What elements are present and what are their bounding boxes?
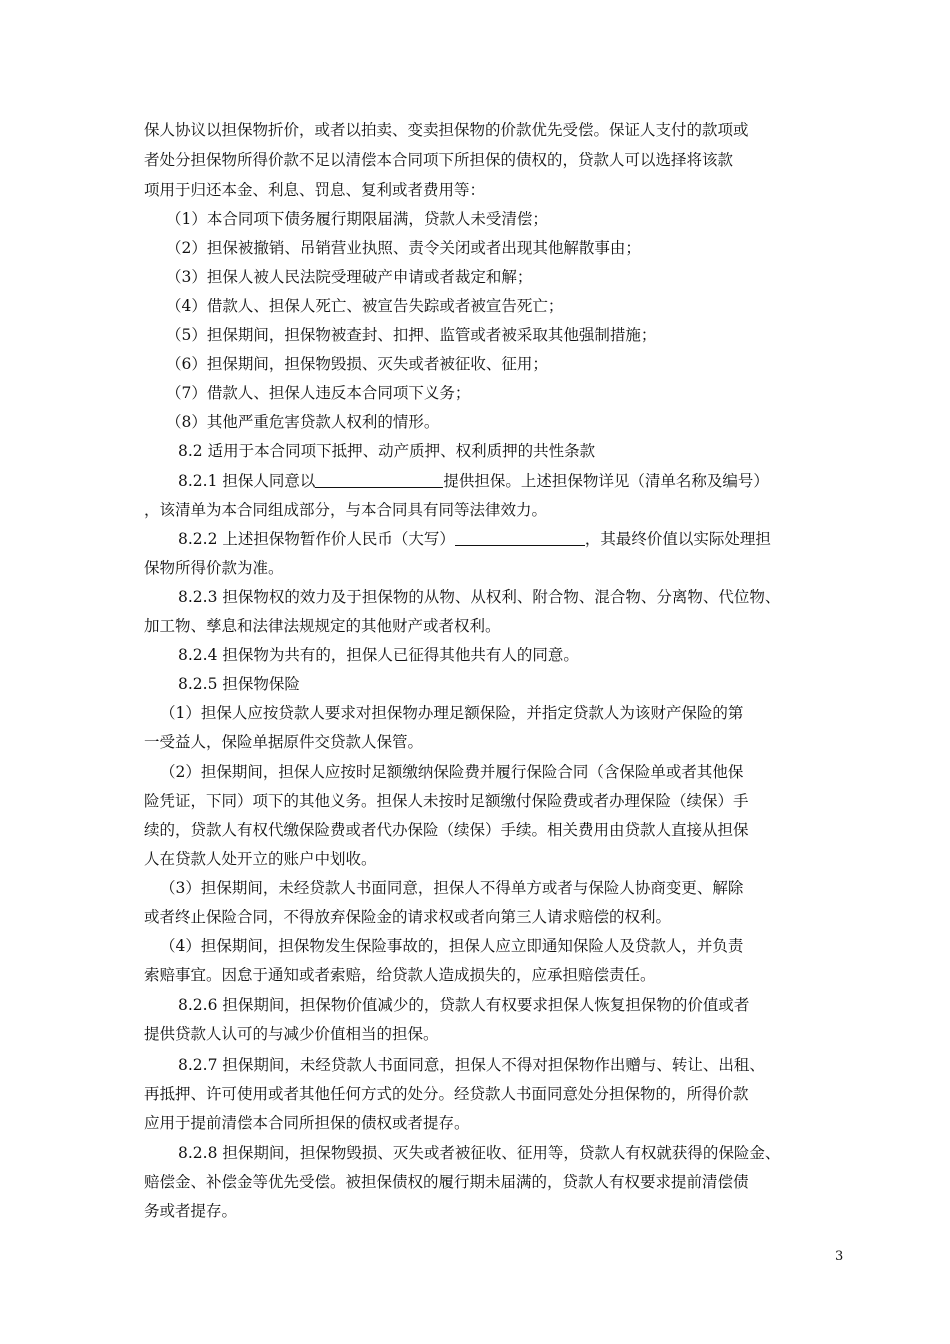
text-line: 8.2.8 担保期间，担保物毁损、灭失或者被征收、征用等，贷款人有权就获得的保险金、 xyxy=(178,1144,781,1162)
text-segment: 提供担保。上述担保物详见（清单名称及编号） xyxy=(443,472,769,490)
text-line: （3）担保期间，未经贷款人书面同意，担保人不得单方或者与保险人协商变更、解除 xyxy=(160,879,744,897)
text-line: 人在贷款人处开立的账户中划收。 xyxy=(144,850,377,868)
text-line: 者处分担保物所得价款不足以清偿本合同项下所担保的债权的，贷款人可以选择将该款 xyxy=(144,151,734,169)
text-line: 保人协议以担保物折价，或者以拍卖、变卖担保物的价款优先受偿。保证人支付的款项或 xyxy=(144,121,749,139)
fill-in-blank[interactable] xyxy=(315,471,443,488)
fill-in-blank[interactable] xyxy=(455,529,585,546)
text-line: 8.2.3 担保物权的效力及于担保物的从物、从权利、附合物、混合物、分离物、代位物、 xyxy=(178,588,781,606)
text-line: 再抵押、许可使用或者其他任何方式的处分。经贷款人书面同意处分担保物的，所得价款 xyxy=(144,1085,749,1103)
text-line: 续的，贷款人有权代缴保险费或者代办保险（续保）手续。相关费用由贷款人直接从担保 xyxy=(144,821,749,839)
list-item: （6）担保期间，担保物毁损、灭失或者被征收、征用； xyxy=(166,355,548,373)
section-heading: 8.2.5 担保物保险 xyxy=(178,675,300,693)
text-segment: 8.2.2 上述担保物暂作价人民币（大写） xyxy=(178,530,455,548)
text-segment: ，其最终价值以实际处理担 xyxy=(584,530,771,548)
section-heading: 8.2 适用于本合同项下抵押、动产质押、权利质押的共性条款 xyxy=(178,442,596,460)
text-line: 一受益人，保险单据原件交贷款人保管。 xyxy=(144,733,424,751)
text-line: （4）担保期间，担保物发生保险事故的，担保人应立即通知保险人及贷款人，并负责 xyxy=(160,937,744,955)
list-item: （3）担保人被人民法院受理破产申请或者裁定和解； xyxy=(166,268,533,286)
list-item: （2）担保被撤销、吊销营业执照、责令关闭或者出现其他解散事由； xyxy=(166,239,641,257)
list-item: （5）担保期间，担保物被查封、扣押、监管或者被采取其他强制措施； xyxy=(166,326,657,344)
list-item: （8）其他严重危害贷款人权利的情形。 xyxy=(166,413,440,431)
text-line: 应用于提前清偿本合同所担保的债权或者提存。 xyxy=(144,1114,470,1132)
text-line: 赔偿金、补偿金等优先受偿。被担保债权的履行期未届满的，贷款人有权要求提前清偿债 xyxy=(144,1173,749,1191)
text-line: 提供贷款人认可的与减少价值相当的担保。 xyxy=(144,1025,439,1043)
list-item: （1）本合同项下债务履行期限届满，贷款人未受清偿； xyxy=(166,210,548,228)
text-line: 加工物、孳息和法律法规规定的其他财产或者权利。 xyxy=(144,617,501,635)
list-item: （4）借款人、担保人死亡、被宣告失踪或者被宣告死亡； xyxy=(166,297,564,315)
text-line: （2）担保期间，担保人应按时足额缴纳保险费并履行保险合同（含保险单或者其他保 xyxy=(160,763,744,781)
text-line xyxy=(178,529,771,549)
text-line: 或者终止保险合同，不得放弃保险金的请求权或者向第三人请求赔偿的权利。 xyxy=(144,908,672,926)
text-line: 项用于归还本金、利息、罚息、复利或者费用等： xyxy=(144,181,486,199)
text-line: 险凭证，下同）项下的其他义务。担保人未按时足额缴付保险费或者办理保险（续保）手 xyxy=(144,792,749,810)
text-segment: 8.2.1 担保人同意以 xyxy=(178,472,316,490)
text-line: 8.2.7 担保期间，未经贷款人书面同意，担保人不得对担保物作出赠与、转让、出租、 xyxy=(178,1056,765,1074)
text-line: 保物所得价款为准。 xyxy=(144,559,284,577)
text-line: 8.2.4 担保物为共有的，担保人已征得其他共有人的同意。 xyxy=(178,646,579,664)
text-line: ，该清单为本合同组成部分，与本合同具有同等法律效力。 xyxy=(144,501,548,519)
text-line: （1）担保人应按贷款人要求对担保物办理足额保险，并指定贷款人为该财产保险的第 xyxy=(160,704,744,722)
text-line xyxy=(178,471,769,491)
page-number: 3 xyxy=(835,1249,844,1264)
text-line: 索赔事宜。因怠于通知或者索赔，给贷款人造成损失的，应承担赔偿责任。 xyxy=(144,966,656,984)
text-line: 8.2.6 担保期间，担保物价值减少的，贷款人有权要求担保人恢复担保物的价值或者 xyxy=(178,996,750,1014)
text-line: 务或者提存。 xyxy=(144,1202,238,1220)
list-item: （7）借款人、担保人违反本合同项下义务； xyxy=(166,384,471,402)
